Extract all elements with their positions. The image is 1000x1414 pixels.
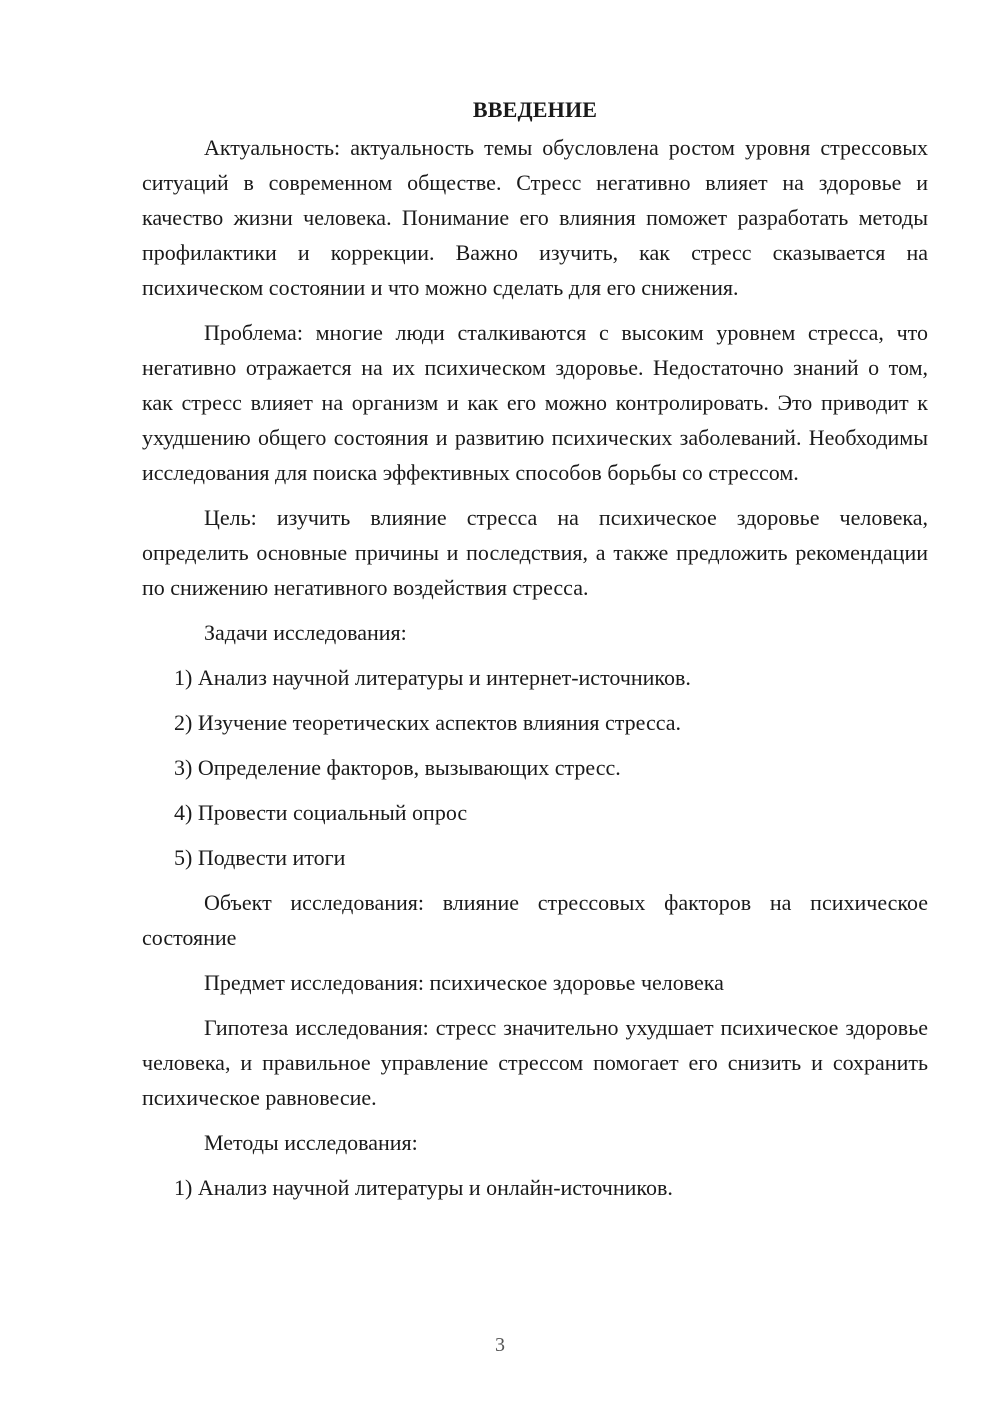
- tasks-heading: Задачи исследования:: [204, 620, 407, 645]
- relevance-paragraph: Актуальность: актуальность темы обусловлена ростом уровня стрессовых ситуаций в современном обществе. Стресс негативно влияет на здоровье и качество жизни человека. Понимание его влияния поможет разработать методы профилактики и коррекции. Важно изучить, как стресс сказывается на психическом состоянии и что можно сделать для его снижения.: [142, 135, 928, 300]
- goal-paragraph: Цель: изучить влияние стресса на психическое здоровье человека, определить основные причины и последствия, а также предложить рекомендации по снижению негативного воздействия стресса.: [142, 505, 928, 600]
- subject-paragraph: Предмет исследования: психическое здоровье человека: [204, 970, 724, 995]
- task-item-3: 3) Определение факторов, вызывающих стресс.: [174, 755, 621, 780]
- task-item-1: 1) Анализ научной литературы и интернет-источников.: [174, 665, 691, 690]
- methods-heading: Методы исследования:: [204, 1130, 418, 1155]
- task-item-4: 4) Провести социальный опрос: [174, 800, 468, 825]
- task-item-5: 5) Подвести итоги: [174, 845, 346, 870]
- task-item-2: 2) Изучение теоретических аспектов влияния стресса.: [174, 710, 682, 735]
- page-number: 3: [495, 1334, 505, 1356]
- hypothesis-paragraph: Гипотеза исследования: стресс значительно ухудшает психическое здоровье человека, и правильное управление стрессом помогает его снизить и сохранить психическое равновесие.: [142, 1015, 928, 1110]
- problem-paragraph: Проблема: многие люди сталкиваются с высоким уровнем стресса, что негативно отражается на их психическом здоровье. Недостаточно знаний о том, как стресс влияет на организм и как его можно контролировать. Это приводит к ухудшению общего состояния и развитию психических заболеваний. Необходимы исследования для поиска эффективных способов борьбы со стрессом.: [142, 320, 928, 485]
- page-title: ВВЕДЕНИЕ: [472, 97, 598, 122]
- method-item-1: 1) Анализ научной литературы и онлайн-источников.: [174, 1175, 673, 1200]
- object-paragraph: Объект исследования: влияние стрессовых факторов на психическое состояние: [142, 890, 928, 950]
- document-page: [142, 92, 928, 1215]
